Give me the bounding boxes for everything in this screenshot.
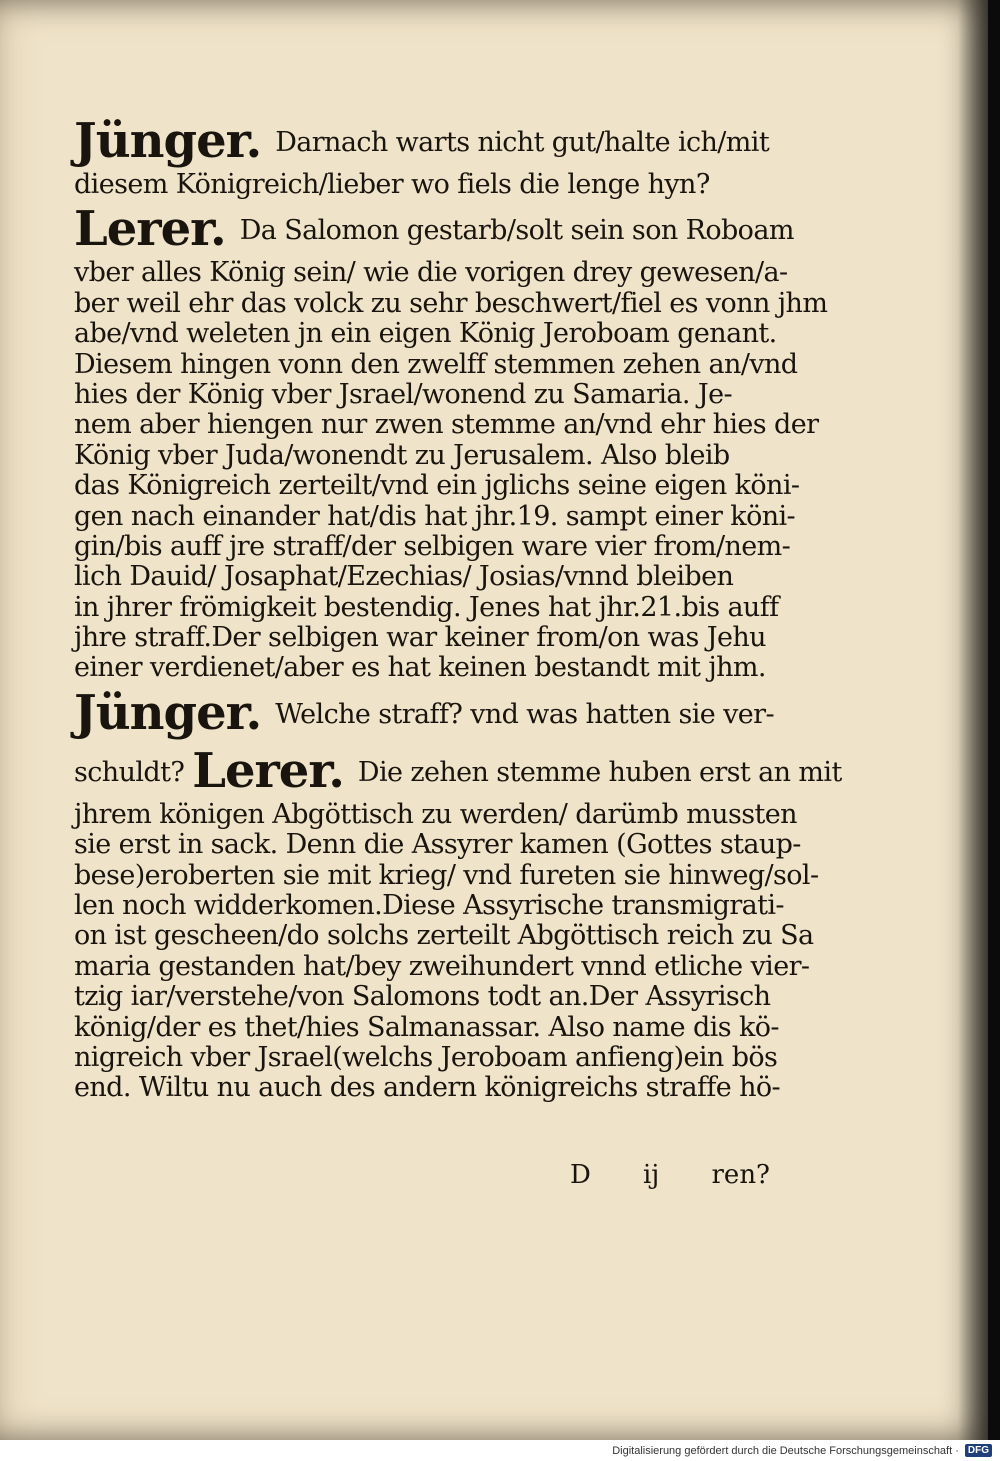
signature-mark: D — [570, 1160, 591, 1190]
line-text: ber weil ehr das volck zu sehr beschwert/fiel es vonn jhm — [74, 287, 828, 319]
line-text: sie erst in sack. Denn die Assyrer kamen (Gottes staup- — [74, 829, 801, 861]
text-line — [74, 920, 814, 952]
text-line — [74, 890, 784, 922]
text-line — [74, 380, 764, 410]
text-line — [74, 591, 779, 623]
text-line — [74, 798, 797, 830]
text-line — [74, 170, 764, 200]
text-line — [74, 287, 828, 319]
line-text: gen nach einander hat/dis hat jhr.19. sampt einer köni- — [74, 500, 796, 532]
line-text: jhre straff.Der selbigen war keiner from/on was Jehu — [74, 622, 766, 654]
line-text: Die zehen stemme huben erst an mit — [357, 756, 842, 788]
text-line — [74, 1011, 779, 1043]
text-line — [74, 859, 819, 891]
text-line — [74, 562, 764, 592]
text-line — [74, 829, 801, 861]
text-line — [74, 742, 842, 800]
catchword: ren? — [711, 1160, 770, 1190]
line-text: in jhrer frömigkeit bestendig. Jenes hat jhr.21.bis auff — [74, 591, 779, 623]
text-line — [74, 1072, 781, 1104]
line-text: Darnach warts nicht gut/halte ich/mit — [275, 127, 770, 158]
text-line — [74, 530, 791, 562]
line-text: diesem Königreich/lieber wo fiels die lenge hyn? — [74, 169, 710, 200]
speaker-label: Jünger. — [74, 113, 262, 169]
footer-bar — [0, 1440, 1000, 1461]
line-text: tzig iar/verstehe/von Salomons todt an.Der Assyrisch — [74, 981, 771, 1013]
funding-credit: Digitalisierung gefördert durch die Deutsche Forschungsgemeinschaft · — [612, 1444, 959, 1457]
text-line — [74, 470, 800, 502]
speaker-label: Lerer. — [74, 201, 226, 258]
line-text: Diesem hingen vonn den zwelff stemmen zehen an/vnd — [74, 348, 798, 380]
text-line — [74, 981, 771, 1013]
text-line — [74, 441, 764, 471]
speaker-label: Jünger. — [74, 684, 262, 741]
line-text: einer verdienet/aber es hat keinen bestandt mit jhm. — [74, 652, 766, 684]
text-line — [74, 112, 770, 170]
text-line — [74, 500, 796, 532]
signature-number: ij — [642, 1160, 660, 1190]
line-text: das Königreich zerteilt/vnd ein jglichs seine eigen köni- — [74, 470, 800, 502]
text-line — [74, 318, 777, 350]
text-line — [74, 257, 788, 289]
line-text: könig/der es thet/hies Salmanassar. Also name dis kö- — [74, 1011, 779, 1043]
line-text: end. Wiltu nu auch des andern königreichs straffe hö- — [74, 1072, 781, 1104]
line-text: jhrem königen Abgöttisch zu werden/ darümb mussten — [74, 798, 797, 830]
text-line — [74, 950, 810, 982]
text-line — [74, 684, 774, 742]
text-line — [74, 409, 819, 441]
line-text: abe/vnd weleten jn ein eigen König Jeroboam genant. — [74, 318, 777, 350]
line-text: Da Salomon gestarb/solt sein son Roboam — [239, 215, 794, 247]
line-text: nigreich vber Jsrael(welchs Jeroboam anfieng)ein bös — [74, 1041, 778, 1073]
line-text: maria gestanden hat/bey zweihundert vnnd etliche vier- — [74, 950, 810, 982]
dfg-logo: DFG — [965, 1444, 992, 1457]
line-text: len noch widderkomen.Diese Assyrische transmigrati- — [74, 890, 784, 922]
text-line — [74, 348, 798, 380]
line-text: on ist gescheen/do solchs zerteilt Abgöttisch reich zu Sa — [74, 920, 814, 952]
line-text: schuldt? — [74, 756, 185, 788]
speaker-label: Lerer. — [192, 742, 344, 799]
text-line — [74, 653, 764, 683]
text-line — [74, 1041, 778, 1073]
text-line — [74, 200, 794, 258]
catchword-line — [570, 1160, 770, 1190]
text-line — [74, 623, 764, 653]
line-text: gin/bis auff jre straff/der selbigen ware vier from/nem- — [74, 530, 791, 562]
page-text — [74, 112, 842, 1104]
line-text: nem aber hiengen nur zwen stemme an/vnd ehr hies der — [74, 409, 819, 441]
line-text: König vber Juda/wonendt zu Jerusalem. Also bleib — [74, 439, 730, 471]
line-text: lich Dauid/ Josaphat/Ezechias/ Josias/vnnd bleiben — [74, 561, 734, 593]
line-text: vber alles König sein/ wie die vorigen drey gewesen/a- — [74, 257, 788, 289]
line-text: Welche straff? vnd was hatten sie ver- — [275, 698, 774, 730]
line-text: hies der König vber Jsrael/wonend zu Samaria. Je- — [74, 378, 732, 410]
line-text: bese)eroberten sie mit krieg/ vnd fureten sie hinweg/sol- — [74, 859, 819, 891]
